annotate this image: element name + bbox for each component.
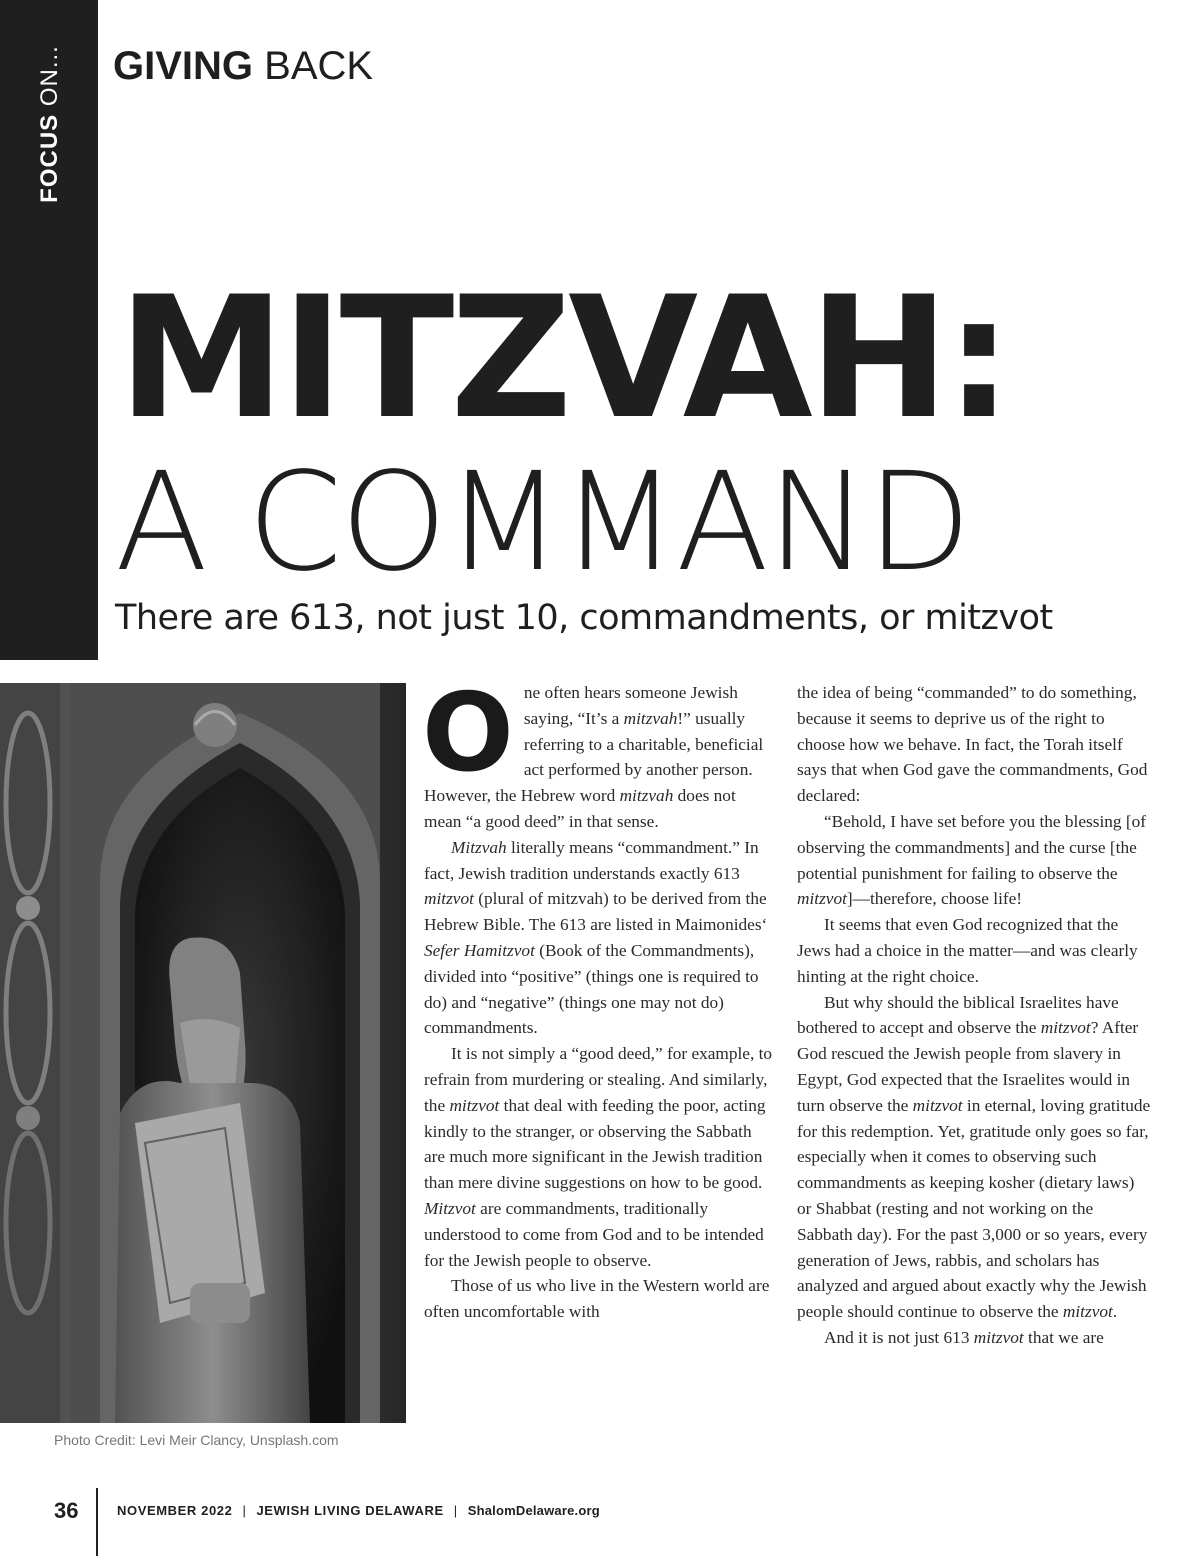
article-paragraph: And it is not just 613 mitzvot that we are — [824, 1327, 1104, 1347]
article-paragraph: ne often hears someone Jewish saying, “It’s a mitzvah!” usually referring to a charitable, beneficial act performed by another person. However, the Hebrew word mitzvah does not mean “a good deed” in that sense. — [424, 683, 764, 831]
subhead-text: A COMMAND — [115, 444, 970, 602]
focus-on-label — [36, 45, 64, 203]
issue-date: NOVEMBER 2022 — [117, 1503, 233, 1518]
sidebar-band — [0, 0, 98, 660]
article-paragraph: It seems that even God recognized that the Jews had a choice in the matter—and was clearly hinting at the right choice. — [797, 915, 1138, 986]
article-column-1 — [422, 671, 776, 1325]
article-paragraph: the idea of being “commanded” to do something, because it seems to deprive us of the right to choose how we behave. In fact, the Torah itself says that when God gave the commandments, God declared: — [797, 683, 1148, 806]
section-title — [113, 44, 373, 89]
drop-cap: O — [422, 671, 514, 796]
article-paragraph: It is not simply a “good deed,” for example, to refrain from murdering or stealing. And similarly, the mitzvot that deal with feeding the poor, acting kindly to the stranger, or observing the Sabbath are much more significant in the Jewish tradition than mere divine suggestions on how to be good. Mitzvot are commandments, traditionally understood to come from God and to be intended for the Jewish people to observe. — [424, 1044, 773, 1270]
article-paragraph: Mitzvah literally means “commandment.” In fact, Jewish tradition understands exactly 613 mitzvot (plural of mitzvah) to be derived from the Hebrew Bible. The 613 are listed in Maimonides‘ Sefer Hamitzvot (Book of the Commandments), divided into “positive” (things one is required to do) and “negative” (things one may not do) commandments. — [424, 837, 768, 1038]
headline: MITZVAH: — [118, 260, 1009, 456]
photo-credit: Photo Credit: Levi Meir Clancy, Unsplash.com — [54, 1432, 339, 1448]
footer-separator: | — [453, 1503, 458, 1518]
page-number: 36 — [54, 1498, 79, 1523]
article-column-2 — [797, 680, 1151, 1351]
website-link[interactable]: ShalomDelaware.org — [467, 1503, 600, 1518]
section-title-bold: GIVING — [113, 44, 254, 88]
section-title-light: BACK — [264, 44, 374, 88]
article-paragraph: “Behold, I have set before you the blessing [of observing the commandments] and the curse [the potential punishment for failing to observe the mitzvot]—therefore, choose life! — [797, 811, 1147, 909]
column-2-body — [797, 680, 1151, 1351]
publication-name: JEWISH LIVING DELAWARE — [256, 1503, 444, 1518]
footer-text — [117, 1503, 600, 1518]
footer-separator: | — [242, 1503, 247, 1518]
focus-label-bold: FOCUS — [36, 113, 63, 203]
moses-statue-photo — [0, 683, 406, 1423]
article-paragraph: Those of us who live in the Western world are often uncomfortable with — [424, 1276, 770, 1322]
focus-label-light: ON... — [36, 45, 63, 107]
subhead — [115, 444, 970, 602]
page-footer — [0, 1470, 1200, 1558]
statue-photo-image — [0, 683, 406, 1423]
footer-divider — [96, 1488, 98, 1556]
deck: There are 613, not just 10, commandments, or mitzvot — [115, 598, 1053, 638]
article-paragraph: But why should the biblical Israelites have bothered to accept and observe the mitzvot? After God rescued the Jewish people from slavery in Egypt, God expected that the Israelites would in turn observe the mitzvot in eternal, loving gratitude for this redemption. Yet, gratitude only goes so far, especially when it comes to observing such commandments as keeping kosher (dietary laws) or Shabbat (resting and not working on the Sabbath day). For the past 3,000 or so years, every generation of Jews, rabbis, and scholars has analyzed and argued about exactly why the Jewish people should continue to observe the mitzvot. — [797, 992, 1151, 1322]
